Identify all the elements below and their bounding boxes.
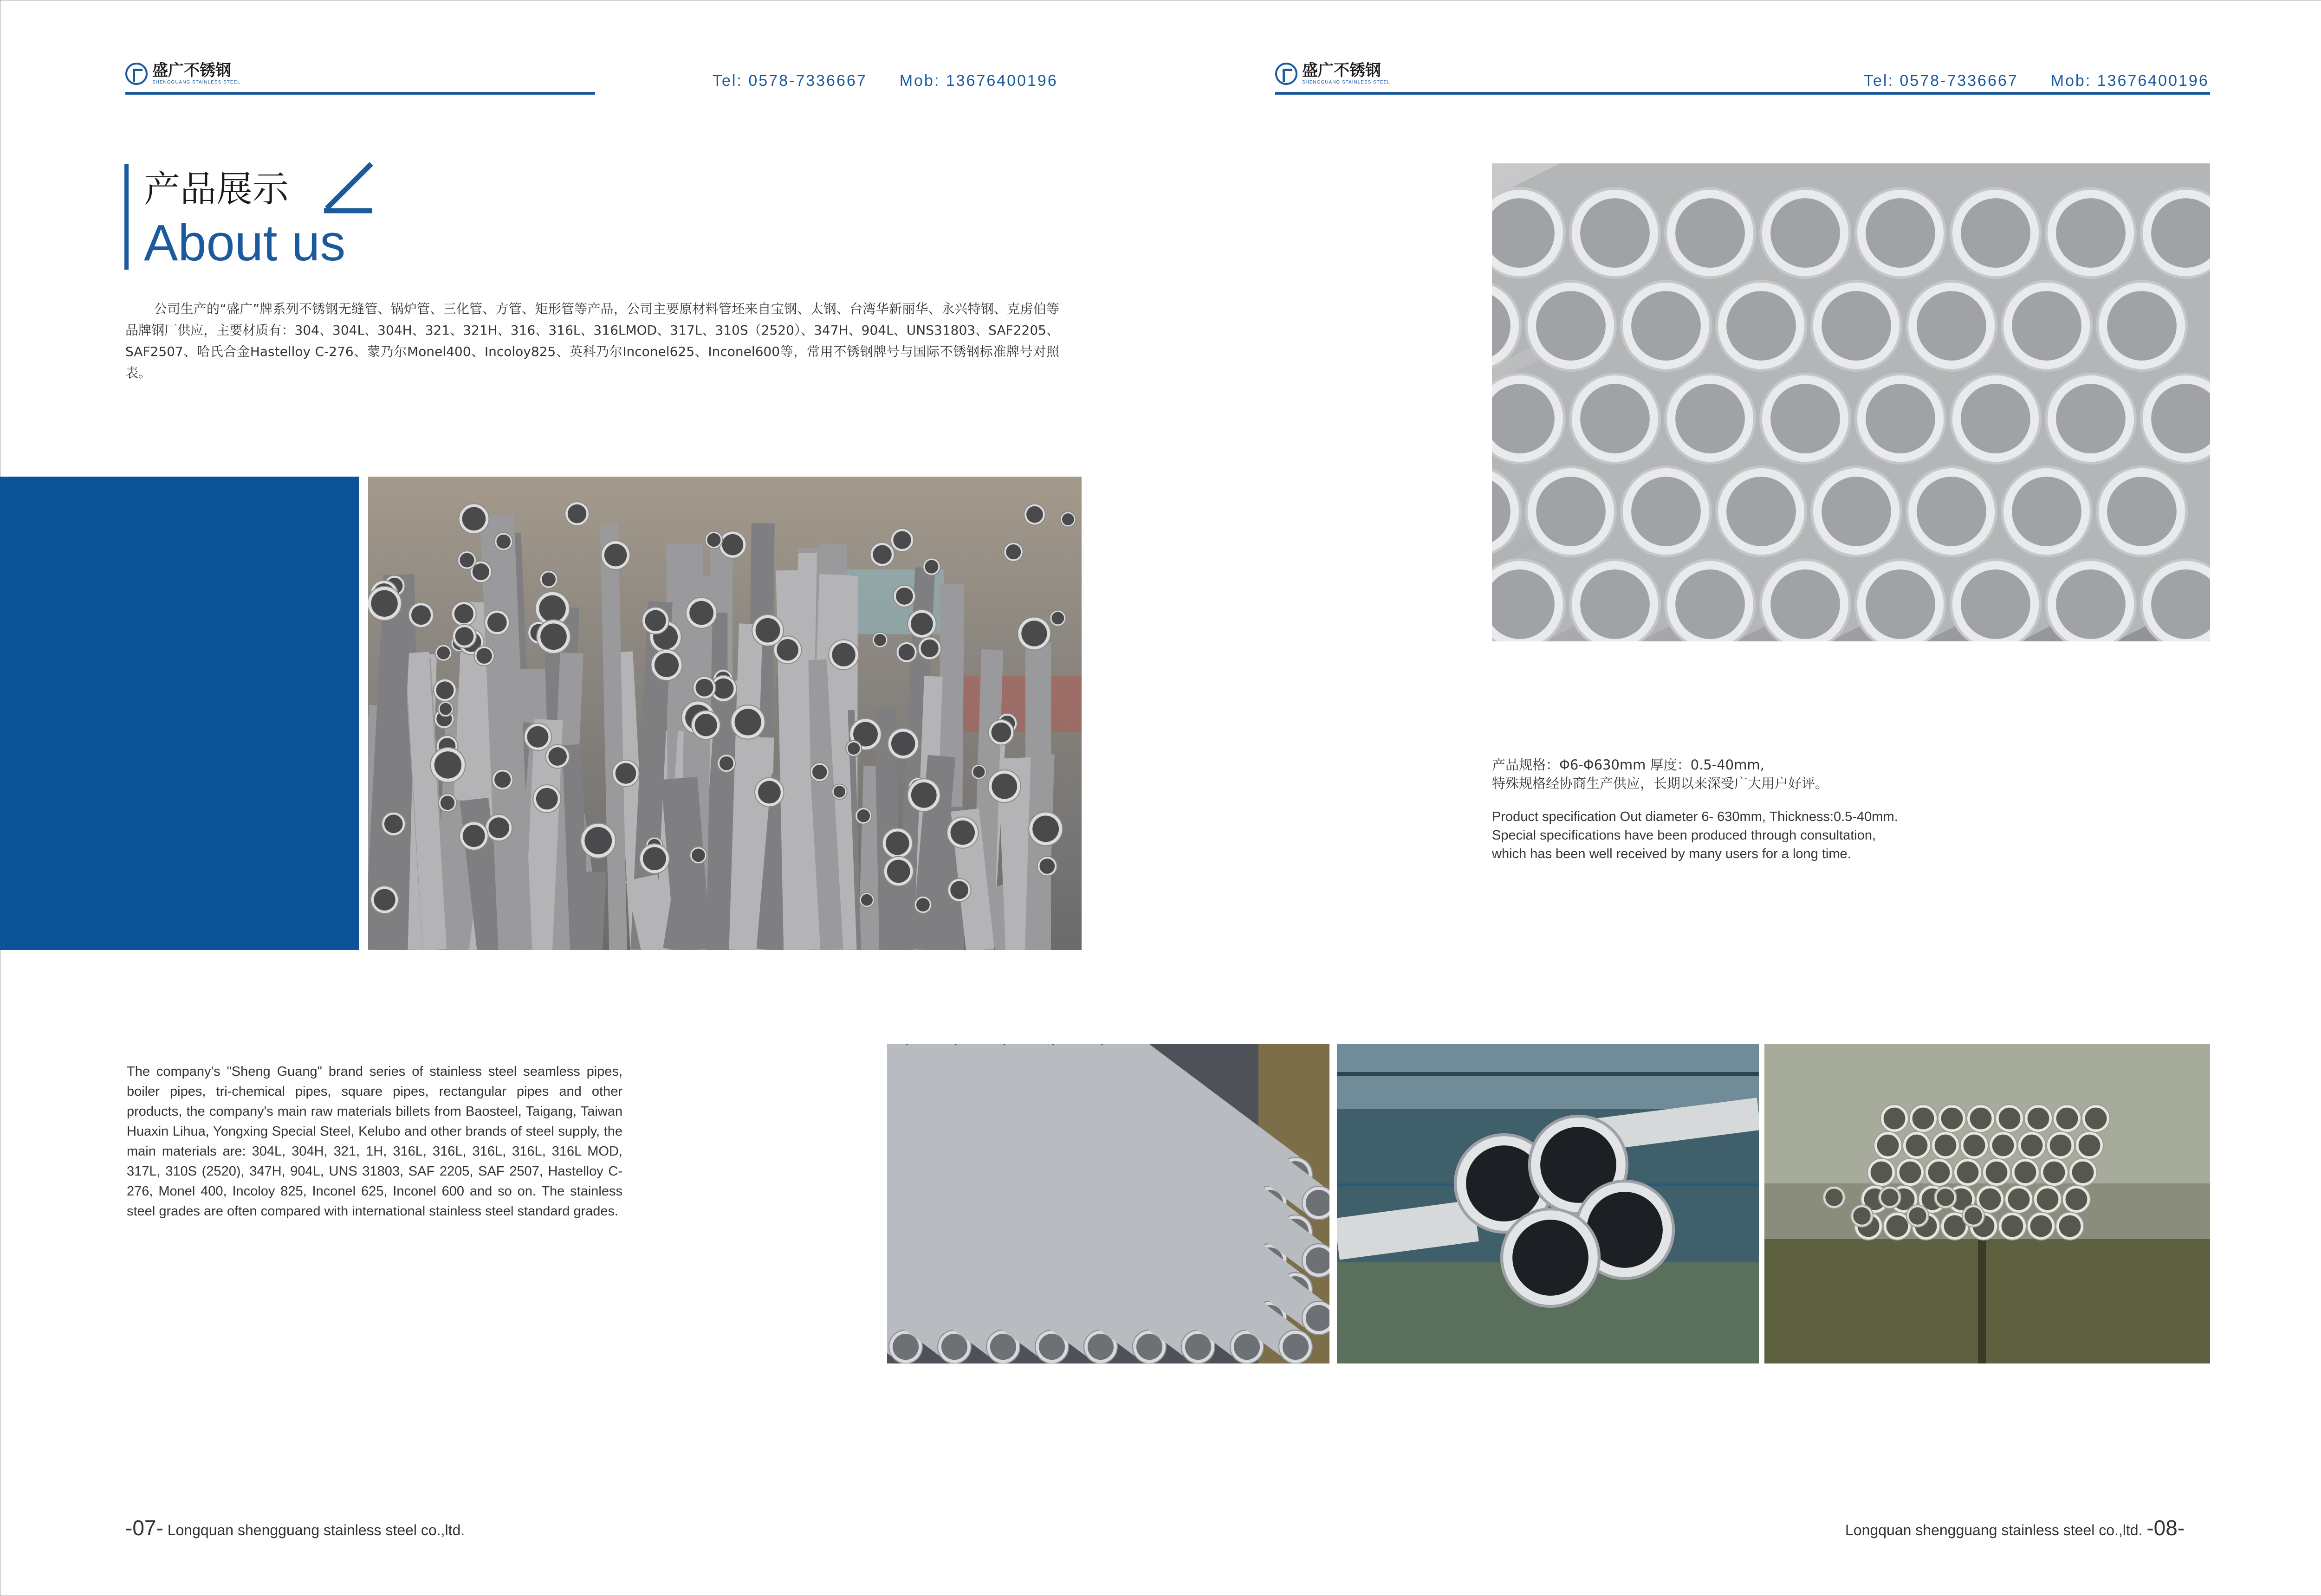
brand-name-cn: 盛广不锈钢: [152, 61, 231, 80]
spec-en-line-3: which has been well received by many users for a long time.: [1492, 846, 1851, 861]
header-tel: Tel: 0578-7336667: [713, 72, 867, 90]
header-contact-left: [713, 72, 1058, 90]
spec-cn-line-1: 产品规格：Φ6-Φ630mm 厚度：0.5-40mm,: [1492, 757, 1764, 773]
header-tel: Tel: 0578-7336667: [1864, 72, 2018, 90]
logo-mark-icon: [125, 63, 148, 85]
intro-paragraph-cn: 公司生产的“盛广”牌系列不锈钢无缝管、锅炉管、三化管、方管、矩形管等产品，公司主要原材料管坯来自宝钢、太钢、台湾华新丽华、永兴特钢、克虏伯等品牌钢厂供应，主要材质有：304、304L、304H、321、321H、316、316L、316LMOD、317L、310S（2520）、347H、904L、UNS31803、SAF2205、SAF2507、哈氏合金Hastelloy C-276、蒙乃尔Monel400、Incoloy825、英科乃尔Inconel625、Inconel600等，常用不锈钢牌号与国际不锈钢标准牌号对照表。: [125, 301, 1059, 381]
logo-mark-icon: [1275, 63, 1297, 85]
blue-accent-block: [0, 477, 359, 950]
photo-large-pipes-warehouse: [1337, 1044, 1759, 1363]
footer-company-right: Longquan shengguang stainless steel co.,ltd.: [1845, 1522, 2143, 1538]
brand-name-cn: 盛广不锈钢: [1302, 61, 1381, 80]
photo-large-pipes-stack: [1492, 163, 2210, 641]
section-title-en: About us: [144, 214, 346, 271]
brand-logo-right: [1275, 63, 1390, 85]
title-accent-bar: [124, 164, 129, 270]
photo-pipe-bundle-end: [1764, 1044, 2210, 1363]
spec-cn-line-2: 特殊规格经协商生产供应，长期以来深受广大用户好评。: [1492, 775, 1829, 791]
brand-name-en: SHENGGUANG STAINLESS STEEL: [152, 80, 240, 85]
brand-logo-left: [125, 63, 240, 85]
photo-pipe-stack: [887, 1044, 1329, 1363]
page-number-left: -07-: [125, 1516, 163, 1540]
arrow-down-left-icon: [320, 162, 374, 215]
intro-paragraph-en: The company's "Sheng Guang" brand series of stainless steel seamless pipes, boiler pipes, tri-chemical pipes, square pipes, rectangular pipes and other products, the company's main raw materials billets from Baosteel, Taigang, Taiwan Huaxin Lihua, Yongxing Special Steel, Kelubo and other brands of steel supply, the main materials are: 304L, 304H, 321, 1H, 316L, 316L, 316L, 316L, 316L MOD, 317L, 310S (2520), 347H, 904L, UNS 31803, SAF 2205, SAF 2507, Hastelloy C-276, Monel 400, Incoloy 825, Inconel 625, Inconel 600 and so on. The stainless steel grades are often compared with international stainless steel standard grades.: [127, 1064, 622, 1219]
page-number-right: -08-: [2146, 1516, 2185, 1540]
header-rule-right: [1275, 92, 2210, 95]
footer-right: [1845, 1515, 2185, 1540]
header-rule-left: [125, 92, 595, 95]
footer-company-left: Longquan shengguang stainless steel co.,ltd.: [167, 1522, 465, 1538]
header-contact-right: [1864, 72, 2209, 90]
spec-en-line-1: Product specification Out diameter 6- 630mm, Thickness:0.5-40mm.: [1492, 809, 1898, 824]
section-title-cn: 产品展示: [144, 168, 289, 210]
spec-en-line-2: Special specifications have been produced through consultation,: [1492, 828, 1876, 843]
footer-left: [125, 1515, 465, 1540]
header-mob: Mob: 13676400196: [899, 72, 1058, 90]
brand-name-en: SHENGGUANG STAINLESS STEEL: [1302, 80, 1390, 85]
header-mob: Mob: 13676400196: [2050, 72, 2209, 90]
photo-small-pipes-bundle: [368, 477, 1082, 950]
